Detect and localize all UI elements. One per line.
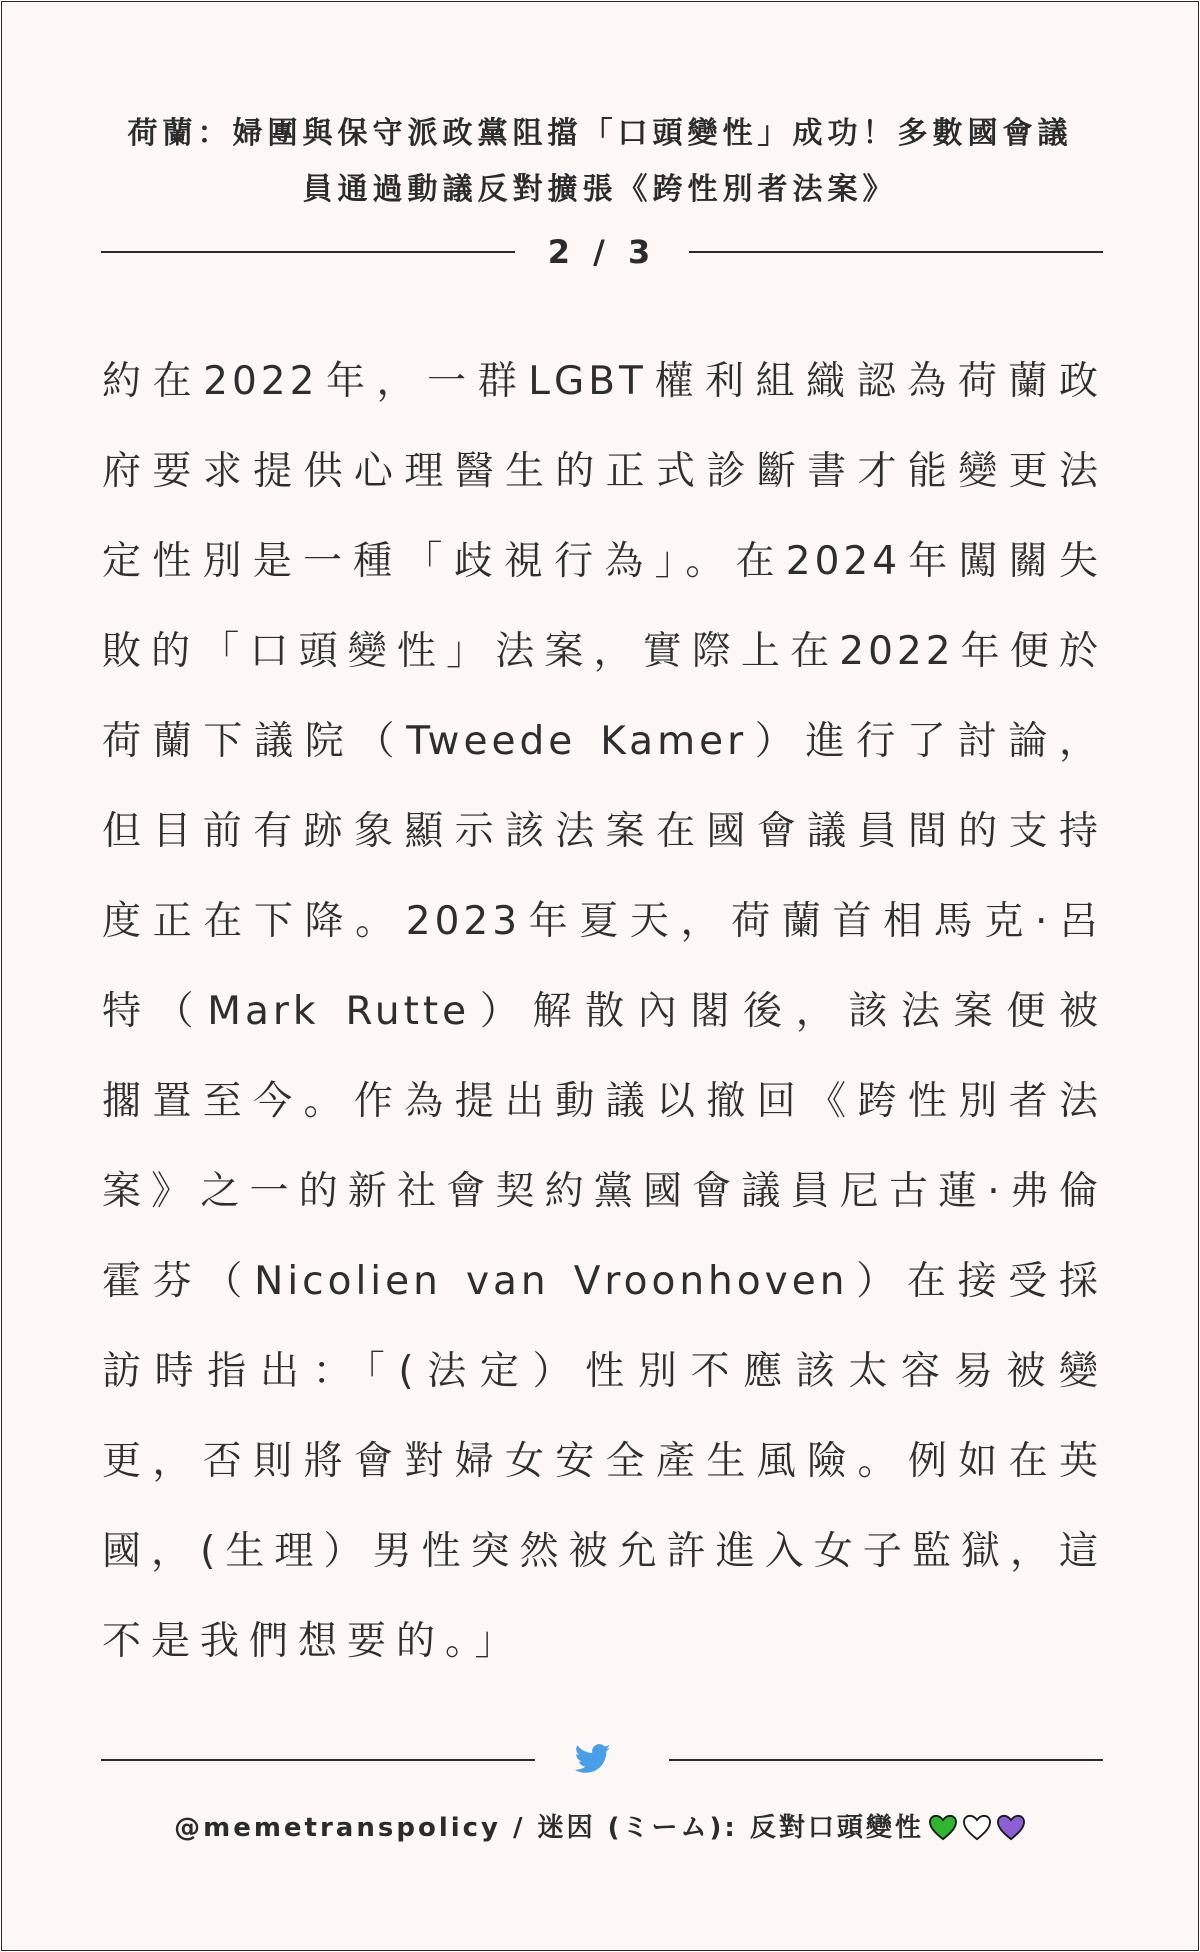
body-line: 敗的「口頭變性」法案，實際上在2022年便於 bbox=[102, 629, 1102, 674]
white-heart-icon bbox=[962, 1814, 992, 1841]
body-line: 荷蘭下議院（Tweede Kamer）進行了討論， bbox=[102, 719, 1102, 764]
footer-divider-right bbox=[669, 1759, 1103, 1761]
page-counter: 2 / 3 bbox=[547, 233, 657, 271]
body-line: 霍芬（Nicolien van Vroonhoven）在接受採 bbox=[102, 1259, 1102, 1304]
body-line: 定性別是一種「歧視行為」。在2024年闖關失 bbox=[102, 539, 1102, 584]
body-line: 不是我們想要的。」 bbox=[102, 1619, 524, 1664]
body-line: 國，(生理）男性突然被允許進入女子監獄，這 bbox=[102, 1529, 1102, 1574]
header-divider-left bbox=[101, 251, 515, 253]
body-line: 訪時指出：「(法定）性別不應該太容易被變 bbox=[102, 1349, 1102, 1394]
body-line: 度正在下降。2023年夏天，荷蘭首相馬克·呂 bbox=[102, 899, 1102, 944]
twitter-bird-icon bbox=[575, 1744, 611, 1774]
body-line: 但目前有跡象顯示該法案在國會議員間的支持 bbox=[102, 809, 1102, 854]
post-title-line-2: 員通過動議反對擴張《跨性別者法案》 bbox=[302, 172, 898, 207]
body-line: 府要求提供心理醫生的正式診斷書才能變更法 bbox=[102, 449, 1102, 494]
header-divider-right bbox=[689, 251, 1103, 253]
footer-divider-left bbox=[101, 1759, 535, 1761]
body-line: 更，否則將會對婦女安全產生風險。例如在英 bbox=[102, 1439, 1102, 1484]
post-title bbox=[82, 106, 1118, 218]
body-line: 特（Mark Rutte）解散內閣後，該法案便被 bbox=[102, 989, 1102, 1034]
post-body bbox=[102, 337, 1102, 1687]
body-line: 擱置至今。作為提出動議以撤回《跨性別者法 bbox=[102, 1079, 1102, 1124]
body-line: 約在2022年，一群LGBT權利組織認為荷蘭政 bbox=[102, 359, 1102, 404]
footer-credit bbox=[82, 1808, 1118, 1848]
post-title-line-1: 荷蘭：婦團與保守派政黨阻擋「口頭變性」成功！多數國會議 bbox=[127, 116, 1073, 151]
body-line: 案》之一的新社會契約黨國會議員尼古蓮·弗倫 bbox=[102, 1169, 1102, 1214]
green-heart-icon bbox=[928, 1814, 958, 1841]
account-handle: @memetranspolicy / 迷因 (ミーム): 反對口頭變性 bbox=[174, 1813, 924, 1843]
post-card bbox=[1, 1, 1199, 1951]
purple-heart-icon bbox=[996, 1814, 1026, 1841]
